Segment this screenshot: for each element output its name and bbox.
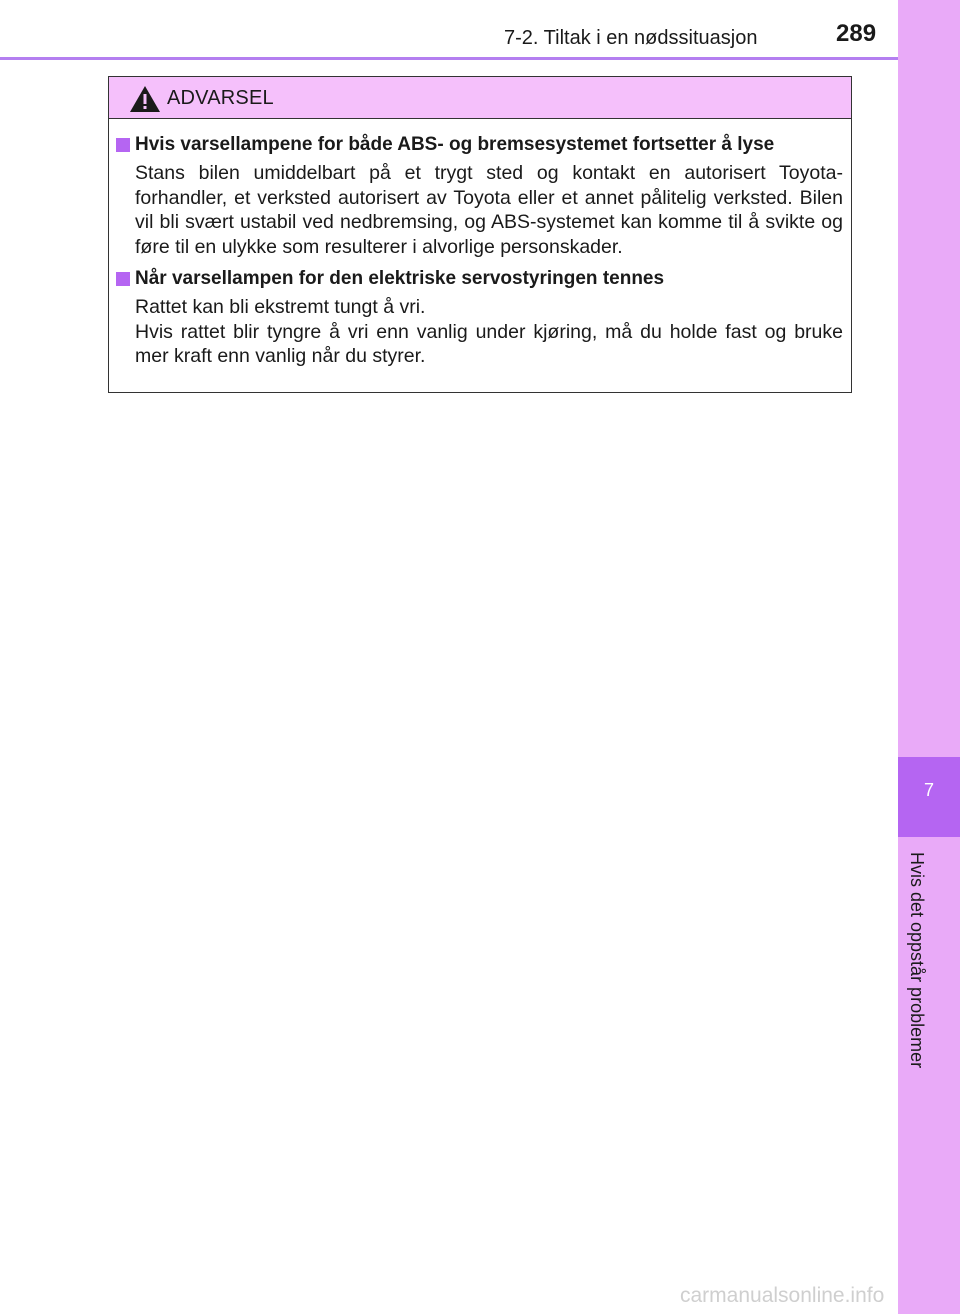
square-bullet-icon: [116, 138, 130, 152]
square-bullet-icon: [116, 272, 130, 286]
warning-triangle-icon: [129, 85, 161, 113]
warning-section: [116, 267, 843, 369]
chapter-number-box: [898, 757, 960, 837]
page-number: 289: [836, 20, 877, 47]
section-text: [135, 295, 843, 369]
warning-box: [108, 76, 852, 393]
warning-header: [109, 77, 851, 119]
chapter-side-tab: [898, 0, 960, 1314]
section-text: [135, 161, 843, 259]
section-heading-text: Når varsellampen for den elektriske servostyringen tennes: [135, 268, 665, 289]
warning-body: [109, 119, 851, 369]
chapter-title: Hvis det oppstår problemer: [907, 852, 927, 1069]
paragraph: Rattet kan bli ekstremt tungt å vri.: [135, 296, 426, 318]
warning-section: [116, 133, 843, 259]
section-heading-text: Hvis varsellampene for både ABS- og bremsesystemet fortsetter å lyse: [135, 134, 775, 155]
header-divider: [0, 57, 898, 60]
paragraph: Hvis rattet blir tyngre å vri enn vanlig under kjøring, må du holde fast og bruke mer kraft enn vanlig når du styrer.: [135, 320, 843, 367]
watermark: carmanualsonline.info: [680, 1284, 885, 1307]
paragraph: Stans bilen umiddelbart på et trygt sted og kontakt en autorisert Toyota-forhandler, et verksted autorisert av Toyota eller et annet pålitelig verksted. Bilen vil bli svært ustabil ved nedbremsing, og ABS-systemet kan komme til å svikte og føre til en ulykke som resulterer i alvorlige personskader.: [135, 162, 843, 258]
section-heading: [116, 267, 843, 291]
section-title: 7-2. Tiltak i en nødssituasjon: [504, 27, 758, 49]
warning-label: ADVARSEL: [167, 87, 274, 109]
section-heading: [116, 133, 843, 157]
chapter-number: 7: [923, 780, 934, 800]
